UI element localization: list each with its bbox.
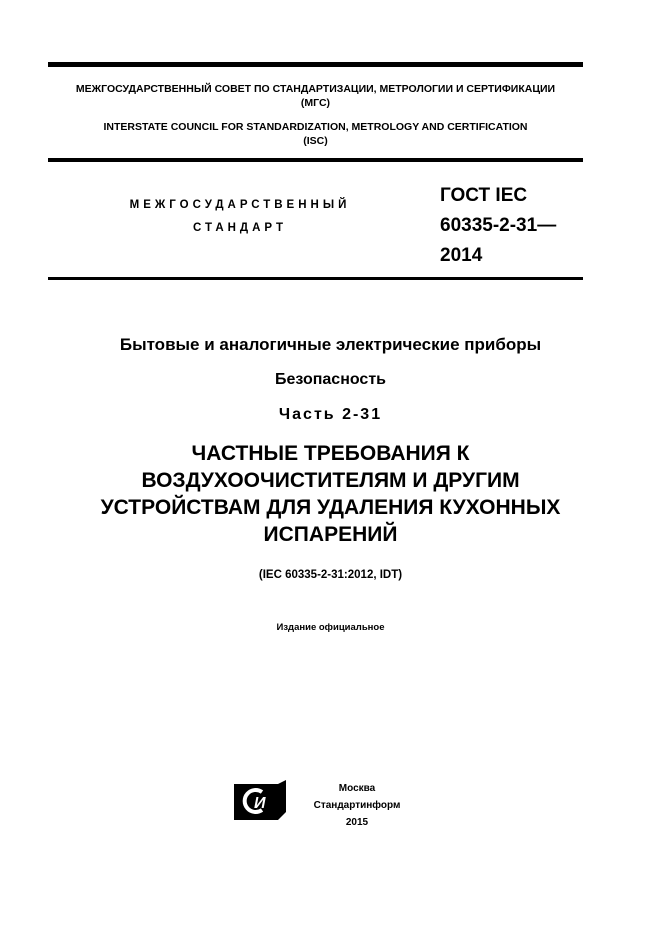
iec-reference: (IEC 60335-2-31:2012, IDT)	[258, 569, 403, 581]
standard-code-line3: 2014	[440, 245, 483, 266]
document-part: Часть 2-31	[278, 406, 383, 423]
council-name-en	[48, 120, 583, 148]
standard-rule	[48, 277, 583, 280]
standard-code-line2: 60335-2-31—	[440, 215, 557, 236]
standard-type-line2: СТАНДАРТ	[193, 222, 287, 234]
publisher-name: Стандартинформ	[313, 800, 401, 811]
publisher-city: Москва	[338, 783, 376, 794]
standard-code	[440, 181, 600, 271]
edition-note: Издание официальное	[276, 622, 385, 633]
council-ru-line1: МЕЖГОСУДАРСТВЕННЫЙ СОВЕТ ПО СТАНДАРТИЗАЦИИ, МЕТРОЛОГИИ И СЕРТИФИКАЦИИ	[75, 83, 556, 95]
header-rule	[48, 158, 583, 162]
council-en-line1: INTERSTATE COUNCIL FOR STANDARDIZATION, METROLOGY AND CERTIFICATION	[103, 121, 528, 133]
main-title-line3: УСТРОЙСТВАМ ДЛЯ УДАЛЕНИЯ КУХОННЫХ	[100, 496, 561, 519]
council-name-ru	[48, 82, 583, 110]
document-subject: Бытовые и аналогичные электрические приборы	[119, 335, 542, 354]
standard-code-line1: ГОСТ IEC	[440, 185, 528, 206]
document-main-title	[40, 440, 621, 548]
standard-type-line1: МЕЖГОСУДАРСТВЕННЫЙ	[129, 199, 351, 211]
document-topic: Безопасность	[275, 371, 386, 388]
publication-year: 2015	[345, 817, 369, 828]
main-title-line2: ВОЗДУХООЧИСТИТЕЛЯМ И ДРУГИМ	[141, 469, 520, 492]
council-ru-abbr: (МГС)	[300, 97, 331, 109]
top-rule	[48, 62, 583, 67]
standartinform-logo-icon	[234, 780, 286, 820]
council-en-abbr: (ISC)	[303, 135, 328, 147]
main-title-line4: ИСПАРЕНИЙ	[263, 523, 398, 546]
svg-text:И: И	[254, 795, 266, 812]
main-title-line1: ЧАСТНЫЕ ТРЕБОВАНИЯ К	[191, 442, 470, 465]
